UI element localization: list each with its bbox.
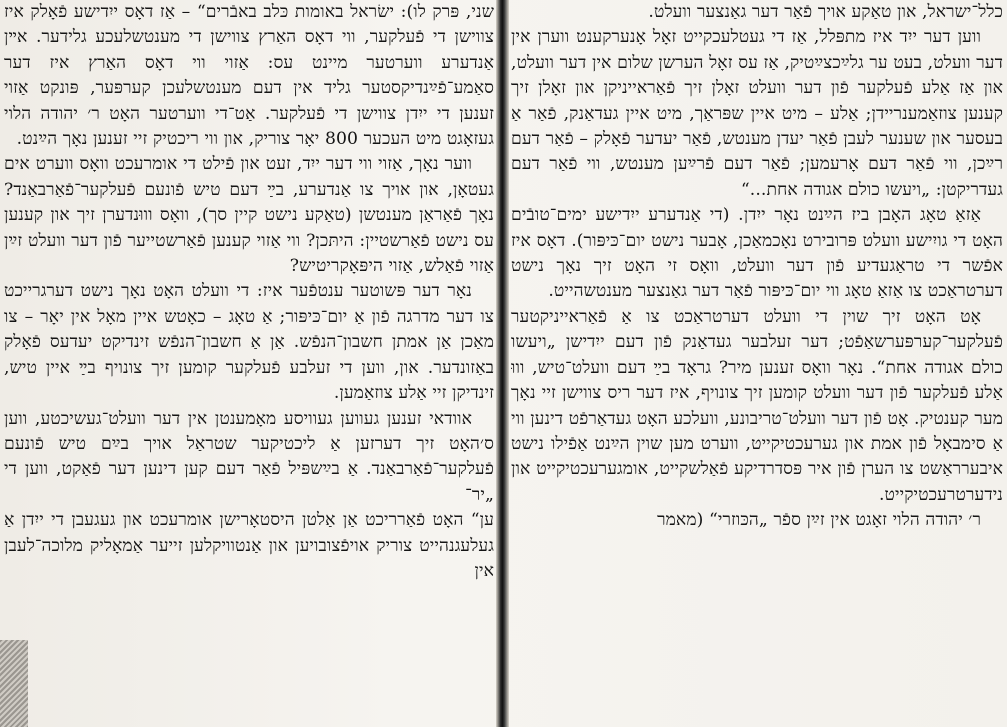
text-column-right: [511, 0, 1003, 727]
photo-fragment: [0, 640, 28, 727]
paragraph: כלל־ישראל, און טאַקע אויך פֿאַר דער גאַנצער וועלט.: [648, 2, 1003, 22]
paragraph: ווער נאָך, אַזוי ווי דער ייִד, זעט און פֿילט די אומרעכט וואָס ווערט אים געטאָן, און אויך צו אַנדערע, בײַ דעם טיש פֿונעם פֿעלקער־פֿאַרבאַנד? נאָך פֿאַראַן מענטשן (טאַקע נישט קיין סך), וואָס וווּנדערן זיך און קענען עס נישט פֿאַרשטיין: היתּכן? ווי אַזוי קענען פֿאַרשטייער פֿון דער וועלט זײַן אַזוי פֿאַלש, אַזוי היפּאָקריטיש?: [4, 154, 494, 277]
paragraph: ווען דער ייִד איז מתפּלל, אַז די געטלעכקייט זאָל אָנערקענט ווערן אין דער וועלט, בעט ער גלײַכצײַטיק, אַז עס זאָל הערשן שלום אין דער וועלט, און אַז אַלע פֿעלקער פֿון דער וועלט זאָלן זיך פֿאַראייניקן און זאָלן זיך קענען צוזאַמענריידן; אַלע – מיט איין שפּראַך, מיט איין געדאַנק, פֿאַר אַ בעסער און שענער לעבן פֿאַר יעדן מענטש, פֿאַר יעדער פֿאָלק – פֿאַר דעם רײַכן, ווי פֿאַר דעם אָרעמען; פֿאַר דעם פֿרײַען מענטש, ווי פֿאַר דעם געדריקטן: „ויעשו כולם אגודה אחת...“: [511, 27, 1003, 200]
paragraph: ר׳ יהודה הלוי זאָגט אין זײַן ספֿר „הכּוזרי“ (מאמר: [657, 510, 981, 531]
text-column-left: [4, 0, 494, 727]
paragraph: נאָר דער פּשוטער ענטפֿער איז: די וועלט האָט נאָך נישט דערגרייכט צו דער מדרגה פֿון אַ יום־כּיפּור; אַ טאָג – כאָטש איין מאָל אין יאָר – צו מאַכן אַן אמתן חשבון־הנפֿש. אַן אַ חשבון־הנפֿש זינדיקט יעדעס פֿאָלק באַזונדער. און, ווען די זעלבע פֿעלקער קומען זיך צונויף בײַ איין טיש, זינדיקן זיי אַלע צוזאַמען.: [4, 281, 494, 404]
paragraph: ען“ האָט פֿאַרריכט אַן אַלטן היסטאָרישן אומרעכט און געגעבן די ייִדן אַ געלעגנהייט צוריק אויפֿצובויען און אַנטוויקלען זייער אַמאָליק מלוכה־לעבן אין: [4, 510, 494, 581]
paragraph: אָט האָט זיך שוין די וועלט דערטראַכט צו אַ פֿאַראייניקטער פֿעלקער־קערפּערשאַפֿט; דער זעלבער געדאַנק פֿון דעם ייִדישן „ויעשו כולם אגודה אחת“. נאָר וואָס זענען מיר? גראָד בײַ דעם וועלט־טיש, וווּ אַלע פֿעלקער פֿון דער וועלט קומען זיך צונויף, איז דער ריס צווישן זיי נאָך מער קענטיק. אָט פֿון דער וועלט־טריבונע, וועלכע האָט געדאַרפֿט דינען ווי אַ סימבאָל פֿון אמת און גערעכטיקייט, ווערט מען שוין הײַנט אַפֿילו נישט איבערראַשט צו הערן פֿון איר פּסדרדיקע פֿאַלשקייט, אומגערעכטיקייט און נידערטרעכטיקייט.: [511, 306, 1003, 505]
paragraph: אַזאַ טאָג האָבן ביז הײַנט נאָר ייִדן. (די אַנדערע ייִדישע ימים־טובֿים האָט די גויִישע וועלט פּרובירט נאָכמאַכן, אָבער נישט יום־כּיפּור). דאָס איז אפֿשר די טראַגעדיע פֿון דער וועלט, וואָס זי האָט זיך נאָך נישט דערטראַכט צו אַזאַ טאָג ווי יום־כּיפּור פֿאַר דער גאַנצער מענטשהייט.: [511, 205, 1003, 302]
paragraph: אוודאי זענען געווען געוויסע מאָמענטן אין דער וועלט־געשיכטע, ווען ס׳האָט זיך דערזען אַ ליכטיקער שטראַל אויך בײַם טיש פֿונעם פֿעלקער־פֿאַרבאַנד. אַ בײַשפּיל פֿאַר דעם קען דינען דער פֿאַקט, ווען די „יר־: [4, 408, 494, 505]
paragraph: שני, פּרק לו): ישׂראל באומות כּלב באבֿרים“ – אַז דאָס ייִדישע פֿאָלק איז צווישן די פֿעלקער, ווי דאָס האַרץ צווישן די מענטשלעכע גלידער. אײן אַנדערע ווערטער מיינט עס: אַזוי ווי דאָס האַרץ איז דער סאַמע־פֿײַנדיקסטער גליד אין דעם מענטשלעכן קערפּער, פּונקט אַזוי זענען די ייִדן צווישן די פֿעלקער. אַט־די ווערטער האָט ר׳ יהודה הלוי געזאָגט מיט העכער 800 יאָר צוריק, און ווי ריכטיק זיי זענען נאָך הײַנט.: [4, 2, 494, 150]
page-fold-gutter: [496, 0, 509, 727]
